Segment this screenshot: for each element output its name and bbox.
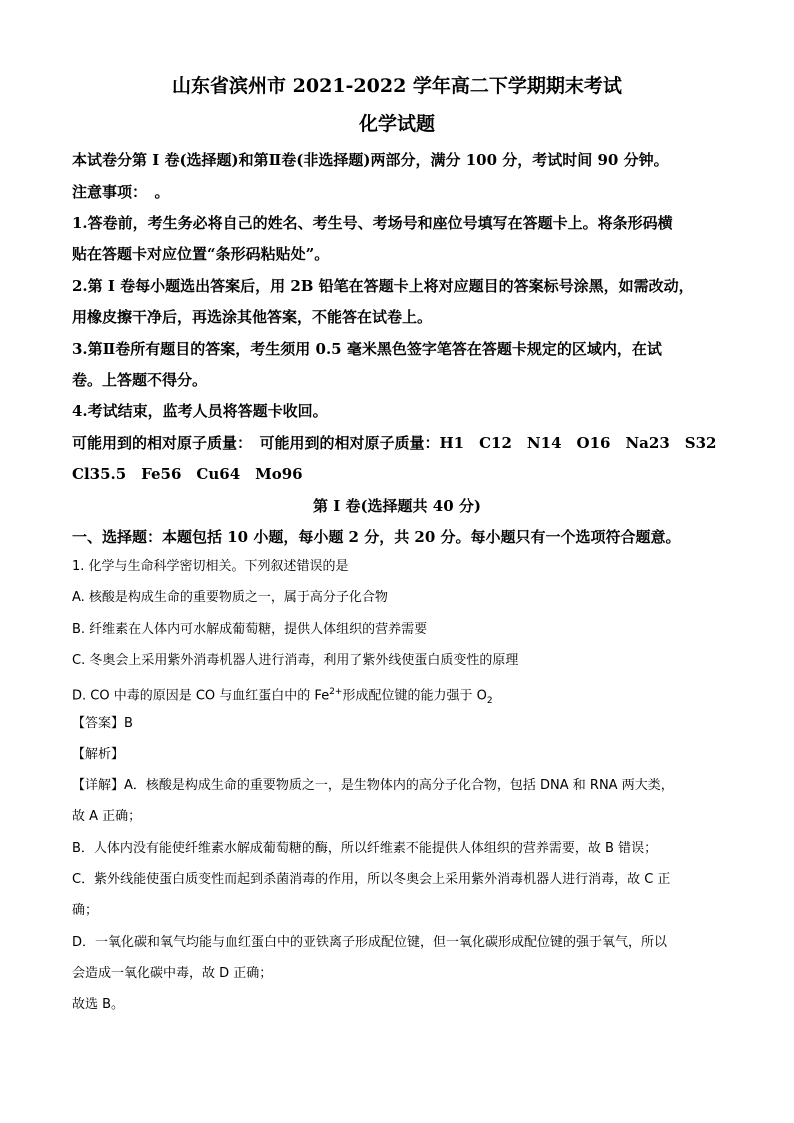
- instruction-3-line-1: 3.第Ⅱ卷所有题目的答案，考生须用 0.5 毫米黑色签字笔答在答题卡规定的区域内，在试: [72, 340, 662, 358]
- atomic-mass-line-2: Cl35.5 Fe56 Cu64 Mo96: [72, 465, 303, 483]
- exam-subject: 化学试题: [358, 113, 435, 135]
- detail-line-1: 【详解】A．核酸是构成生命的重要物质之一，是生物体内的高分子化合物，包括 DNA 和 RNA 两大类，: [72, 778, 674, 793]
- intro-text: 本试卷分第 I 卷(选择题)和第Ⅱ卷(非选择题)两部分，满分 100 分，考试时间 90 分钟。: [72, 151, 669, 169]
- detail-line-6: D．一氧化碳和氧气均能与血红蛋白中的亚铁离子形成配位键，但一氧化碳形成配位键的强于氧气，所以: [72, 935, 668, 950]
- option-d-charge: 2+: [329, 687, 343, 697]
- instruction-2-line-2: 用橡皮擦干净后，再选涂其他答案，不能答在试卷上。: [72, 308, 433, 326]
- atomic-mass-line-1: 可能用到的相对原子质量： 可能用到的相对原子质量：H1 C12 N14 O16 Na23 S32: [72, 434, 717, 452]
- instruction-3-line-2: 卷。上答题不得分。: [72, 371, 208, 389]
- instruction-1-line-2: 贴在答题卡对应位置“条形码粘贴处”。: [72, 245, 330, 263]
- analysis-label: 【解析】: [72, 747, 125, 762]
- detail-line-7: 会造成一氧化碳中毒，故 D 正确；: [72, 966, 273, 981]
- question-1-stem: 1. 化学与生命科学密切相关。下列叙述错误的是: [72, 559, 349, 574]
- detail-line-4: C．紫外线能使蛋白质变性而起到杀菌消毒的作用，所以冬奥会上采用紫外消毒机器人进行消毒，故 C 正: [72, 872, 671, 887]
- question-1-option-c: C. 冬奥会上采用紫外消毒机器人进行消毒，利用了紫外线使蛋白质变性的原理: [72, 653, 519, 668]
- notice-heading: 注意事项： 。: [72, 183, 170, 201]
- detail-line-3: B．人体内没有能使纤维素水解成葡萄糖的酶，所以纤维素不能提供人体组织的营养需要，故 B 错误；: [72, 841, 658, 856]
- instruction-1-line-1: 1.答卷前，考生务必将自己的姓名、考生号、考场号和座位号填写在答题卡上。将条形码横: [72, 214, 673, 232]
- detail-line-2: 故 A 正确；: [72, 809, 142, 824]
- part-heading: 一、选择题：本题包括 10 小题，每小题 2 分，共 20 分。每小题只有一个选项符合题意。: [72, 528, 681, 546]
- option-d-text-middle: 形成配位键的能力强于 O: [342, 688, 487, 704]
- exam-title: 山东省滨州市 2021-2022 学年高二下学期期末考试: [172, 75, 622, 97]
- question-1-option-b: B. 纤维素在人体内可水解成葡萄糖，提供人体组织的营养需要: [72, 622, 428, 637]
- answer-label: 【答案】B: [72, 716, 133, 731]
- question-1-option-a: A. 核酸是构成生命的重要物质之一，属于高分子化合物: [72, 590, 388, 605]
- option-d-text-start: D. CO 中毒的原因是 CO 与血红蛋白中的 Fe: [72, 688, 330, 704]
- section-heading: 第 I 卷(选择题共 40 分): [313, 497, 481, 515]
- detail-line-5: 确；: [72, 903, 99, 918]
- option-d-subscript: 2: [486, 695, 493, 706]
- instruction-4: 4.考试结束，监考人员将答题卡收回。: [72, 402, 328, 420]
- detail-line-8: 故选 B。: [72, 997, 125, 1012]
- question-1-option-d: [72, 683, 724, 710]
- instruction-2-line-1: 2.第 I 卷每小题选出答案后，用 2B 铅笔在答题卡上将对应题目的答案标号涂黑，如需改动，: [72, 277, 694, 295]
